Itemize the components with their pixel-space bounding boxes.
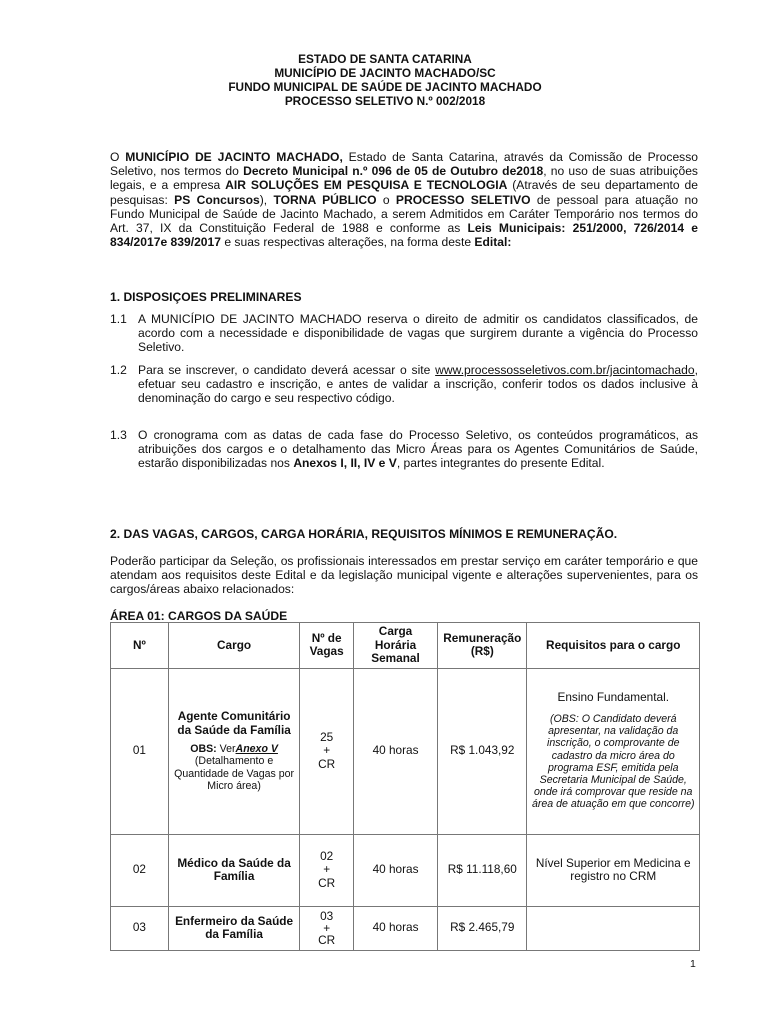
cargo-name: Médico da Saúde da Família [177, 855, 291, 883]
header-remuneracao: Remuneração (R$) [438, 623, 527, 669]
cell-vagas: 02 + CR [300, 834, 354, 906]
cargo-name: Enfermeiro da Saúde da Família [175, 913, 294, 941]
table-header-row [111, 623, 700, 669]
intro-text: de pessoal para atuação no Fundo Municipal de Saúde de Jacinto Machado, a serem Admitidos em Caráter Temporário nos termos do Art. 37, IX da Constituição Federal de 1988 e conforme as [110, 192, 698, 236]
cell-vagas: 03 + CR [300, 906, 354, 950]
intro-bold: Leis Municipais: 251/2000, 726/2014 e 834/2017e 839/2017 [110, 221, 698, 250]
cargo-name: Agente Comunitário da Saúde da Família [177, 709, 291, 737]
page-number: 1 [690, 958, 696, 970]
list-item [110, 363, 698, 406]
requisito-text: Ensino Fundamental. [557, 690, 669, 705]
cell-num: 02 [111, 834, 169, 906]
item-text [138, 428, 698, 471]
intro-bold: TORNA PÚBLICO [273, 192, 377, 207]
area-title: ÁREA 01: CARGOS DA SAÚDE [110, 609, 288, 623]
document-header [0, 52, 770, 108]
cell-remuneracao: R$ 1.043,92 [438, 668, 527, 834]
cargo-obs [172, 743, 296, 792]
cell-num: 03 [111, 906, 169, 950]
positions-table [110, 622, 700, 951]
header-num: Nº [111, 623, 169, 669]
cell-cargo [168, 906, 299, 950]
item-text-part: O cronograma com as datas de cada fase do Processo Seletivo, os conteúdos programáticos, as atribuições dos cargos e o detalhamento das Micro Áreas para os Agentes Comunitários de Saúde, estarão disponibilizadas nos [138, 428, 698, 471]
intro-bold: Edital: [474, 235, 512, 250]
header-carga: Carga Horária Semanal [353, 623, 437, 669]
site-link[interactable]: www.processosseletivos.com.br/jacintomachado [435, 363, 695, 377]
intro-bold: PS Concursos [174, 192, 260, 207]
intro-bold: MUNICÍPIO DE JACINTO MACHADO, [125, 150, 343, 164]
cell-vagas: 25 + CR [300, 668, 354, 834]
item-number: 1.3 [110, 428, 127, 442]
cell-num: 01 [111, 668, 169, 834]
intro-bold: PROCESSO SELETIVO [395, 192, 531, 207]
intro-text: , no uso de suas atribuições legais, e a empresa [110, 164, 698, 193]
cell-requisito: Nível Superior em Medicina e registro no CRM [527, 834, 700, 906]
cell-cargo [168, 668, 299, 834]
intro-text: O [110, 150, 126, 164]
table-row [111, 668, 700, 834]
item-text-part: , partes integrantes do presente Edital. [396, 456, 605, 471]
intro-bold: Decreto Municipal n.º 096 de 05 de Outubro de2018 [243, 164, 544, 179]
cell-requisito [527, 668, 700, 834]
list-item [110, 428, 698, 471]
header-requisitos: Requisitos para o cargo [527, 623, 700, 669]
item-text-bold: Anexos I, II, IV e V [293, 456, 397, 471]
table-row [111, 906, 700, 950]
cell-carga: 40 horas [353, 668, 437, 834]
item-text-part: , efetuar seu cadastro e inscrição, e antes de validar a inscrição, conferir todos os dados inclusive à denominação do cargo e seu respectivo código. [138, 363, 698, 406]
item-text: A MUNICÍPIO DE JACINTO MACHADO reserva o direito de admitir os candidatos classificados, de acordo com a necessidade e disponibilidade de vagas que surgirem durante a vigência do Processo Seletivo. [138, 312, 698, 355]
intro-text: e suas respectivas alterações, na forma deste [220, 235, 475, 250]
obs-label: OBS: [190, 743, 217, 756]
intro-text: ), [259, 192, 274, 207]
item-text [138, 363, 698, 406]
list-item [110, 312, 698, 355]
intro-bold: AIR SOLUÇÕES EM PESQUISA E TECNOLOGIA [225, 178, 508, 193]
section-2-title: 2. DAS VAGAS, CARGOS, CARGA HORÁRIA, REQUISITOS MÍNIMOS E REMUNERAÇÃO. [110, 527, 618, 541]
intro-text: o [376, 192, 396, 207]
header-state: ESTADO DE SANTA CATARINA [298, 52, 472, 66]
obs-detail: (Detalhamento e Quantidade de Vagas por Micro área) [174, 755, 295, 792]
item-number: 1.1 [110, 312, 127, 326]
header-fund: FUNDO MUNICIPAL DE SAÚDE DE JACINTO MACHADO [228, 80, 542, 94]
item-text-part: Para se inscrever, o candidato deverá acessar o site [138, 363, 436, 377]
obs-ver: Ver [216, 743, 236, 756]
requisito-obs: (OBS: O Candidato deverá apresentar, na validação da inscrição, o comprovante de cadastro da micro área do programa ESF, emitida pela Secretaria Municipal de Saúde, onde irá comprovar que reside na área de atuação em que concorre) [531, 712, 695, 811]
cell-carga: 40 horas [353, 834, 437, 906]
header-municipality: MUNICÍPIO DE JACINTO MACHADO/SC [274, 66, 496, 80]
header-vagas: Nº de Vagas [300, 623, 354, 669]
item-number: 1.2 [110, 363, 127, 377]
intro-paragraph [110, 150, 698, 249]
table-row [111, 834, 700, 906]
section-1-title: 1. DISPOSIÇOES PRELIMINARES [110, 290, 302, 304]
intro-text: Estado de Santa Catarina, através da Comissão de Processo Seletivo, nos termos do [110, 150, 698, 179]
cell-requisito [527, 906, 700, 950]
cell-remuneracao: R$ 2.465,79 [438, 906, 527, 950]
cell-cargo [168, 834, 299, 906]
anexo-v-link[interactable]: Anexo V [235, 743, 278, 756]
header-process: PROCESSO SELETIVO N.º 002/2018 [284, 94, 486, 108]
cell-carga: 40 horas [353, 906, 437, 950]
intro-text: (Através de seu departamento de pesquisas: [110, 178, 699, 207]
cell-remuneracao: R$ 11.118,60 [438, 834, 527, 906]
section-2-paragraph: Poderão participar da Seleção, os profissionais interessados em prestar serviço em caráter temporário e que atendam aos requisitos deste Edital e da legislação municipal vigente e alterações supervenientes, para os cargos/áreas abaixo relacionados: [110, 554, 698, 597]
header-cargo: Cargo [168, 623, 299, 669]
